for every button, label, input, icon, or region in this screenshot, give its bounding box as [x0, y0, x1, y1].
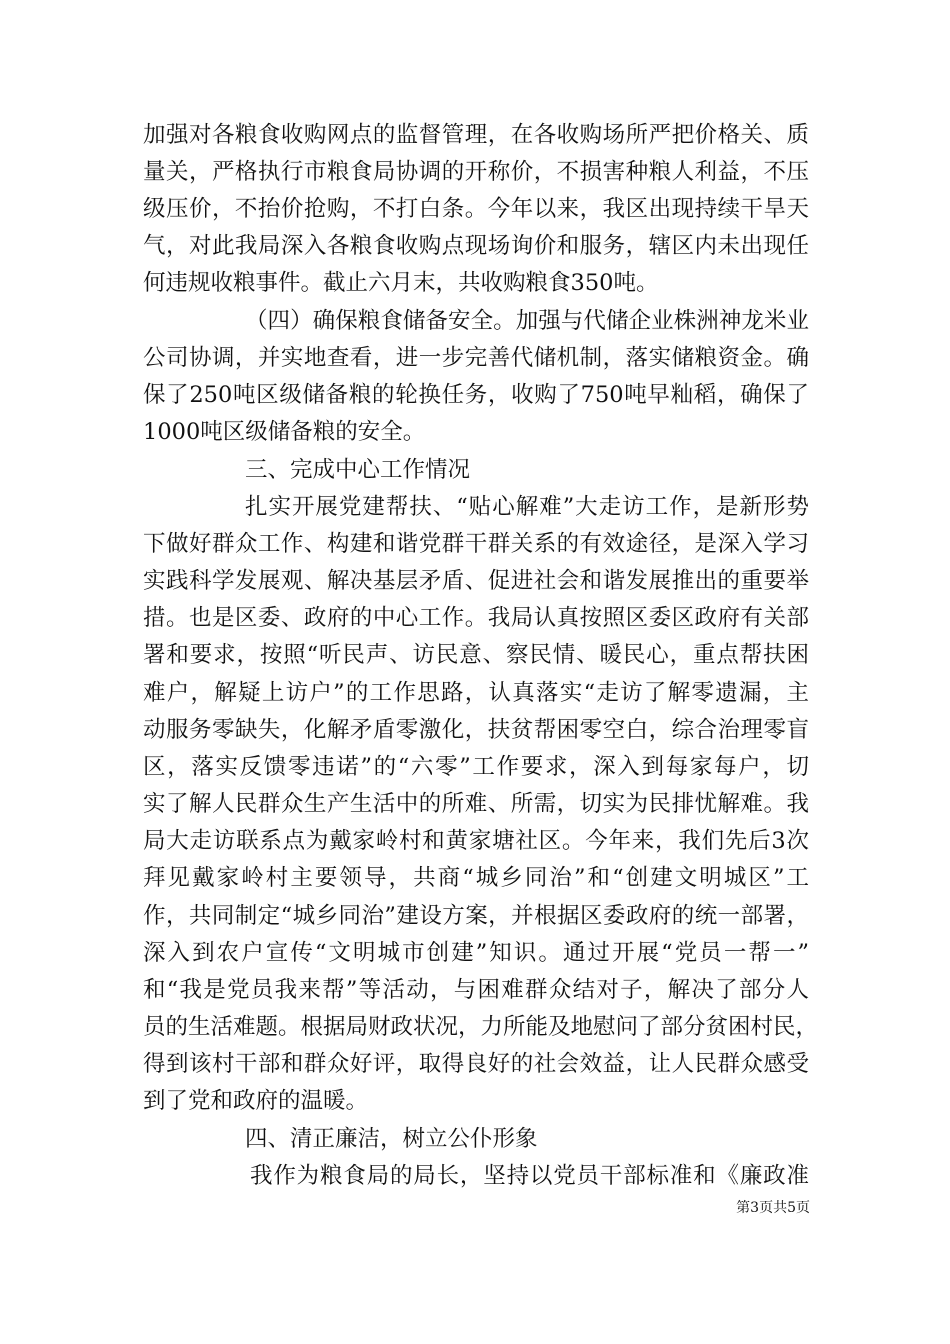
text-line: 何违规收粮事件。截止六月末，共收购粮食350吨。 [143, 270, 659, 296]
text-line: 深入到农户宣传“文明城市创建”知识。通过开展“党员一帮一” [143, 940, 809, 966]
text-line: 作，共同制定“城乡同治”建设方案，并根据区委政府的统一部署， [143, 903, 809, 929]
text-line: 和“我是党员我来帮”等活动，与困难群众结对子，解决了部分人 [143, 977, 809, 1003]
text-line: 员的生活难题。根据局财政状况，力所能及地慰问了部分贫困村民， [143, 1014, 819, 1040]
text-line: 难户，解疑上访户”的工作思路，认真落实“走访了解零遗漏，主 [143, 680, 809, 706]
text-line: 措。也是区委、政府的中心工作。我局认真按照区委区政府有关部 [143, 605, 809, 631]
subsection-heading-line: （四）确保粮食储备安全。加强与代储企业株洲神龙米业 [245, 308, 809, 334]
text-line: 动服务零缺失，化解矛盾零激化，扶贫帮困零空白，综合治理零盲 [143, 717, 809, 743]
text-line: 气，对此我局深入各粮食收购点现场询价和服务，辖区内未出现任 [143, 233, 809, 259]
text-line: 得到该村干部和群众好评，取得良好的社会效益，让人民群众感受 [143, 1051, 809, 1077]
page-number: 第3页共5页 [736, 1200, 810, 1216]
text-line: 到了党和政府的温暖。 [143, 1088, 369, 1114]
text-line: 拜见戴家岭村主要领导，共商“城乡同治”和“创建文明城区”工 [143, 865, 809, 891]
section-heading: 三、完成中心工作情况 [245, 457, 471, 483]
text-line: 局大走访联系点为戴家岭村和黄家塘社区。今年来，我们先后3次 [143, 828, 809, 854]
text-line: 区，落实反馈零违诺”的“六零”工作要求，深入到每家每户，切 [143, 754, 809, 780]
text-line: 1000吨区级储备粮的安全。 [143, 419, 426, 445]
text-line: 署和要求，按照“听民声、访民意、察民情、暖民心，重点帮扶困 [143, 642, 809, 668]
text-line: 实践科学发展观、解决基层矛盾、促进社会和谐发展推出的重要举 [143, 568, 809, 594]
paragraph-first-line: 我作为粮食局的局长，坚持以党员干部标准和《廉政准 [250, 1163, 809, 1189]
text-line: 实了解人民群众生产生活中的所难、所需，切实为民排忧解难。我 [143, 791, 809, 817]
text-line: 公司协调，并实地查看，进一步完善代储机制，落实储粮资金。确 [143, 345, 809, 371]
text-line: 级压价，不抬价抢购，不打白条。今年以来，我区出现持续干旱天 [143, 196, 809, 222]
text-line: 加强对各粮食收购网点的监督管理，在各收购场所严把价格关、质 [143, 122, 809, 148]
paragraph-first-line: 扎实开展党建帮扶、“贴心解难”大走访工作，是新形势 [245, 494, 809, 520]
text-line: 保了250吨区级储备粮的轮换任务，收购了750吨早籼稻，确保了 [143, 382, 809, 408]
section-heading: 四、清正廉洁，树立公仆形象 [245, 1126, 538, 1152]
text-line: 量关，严格执行市粮食局协调的开称价，不损害种粮人利益，不压 [143, 159, 809, 185]
text-line: 下做好群众工作、构建和谐党群干群关系的有效途径，是深入学习 [143, 531, 809, 557]
